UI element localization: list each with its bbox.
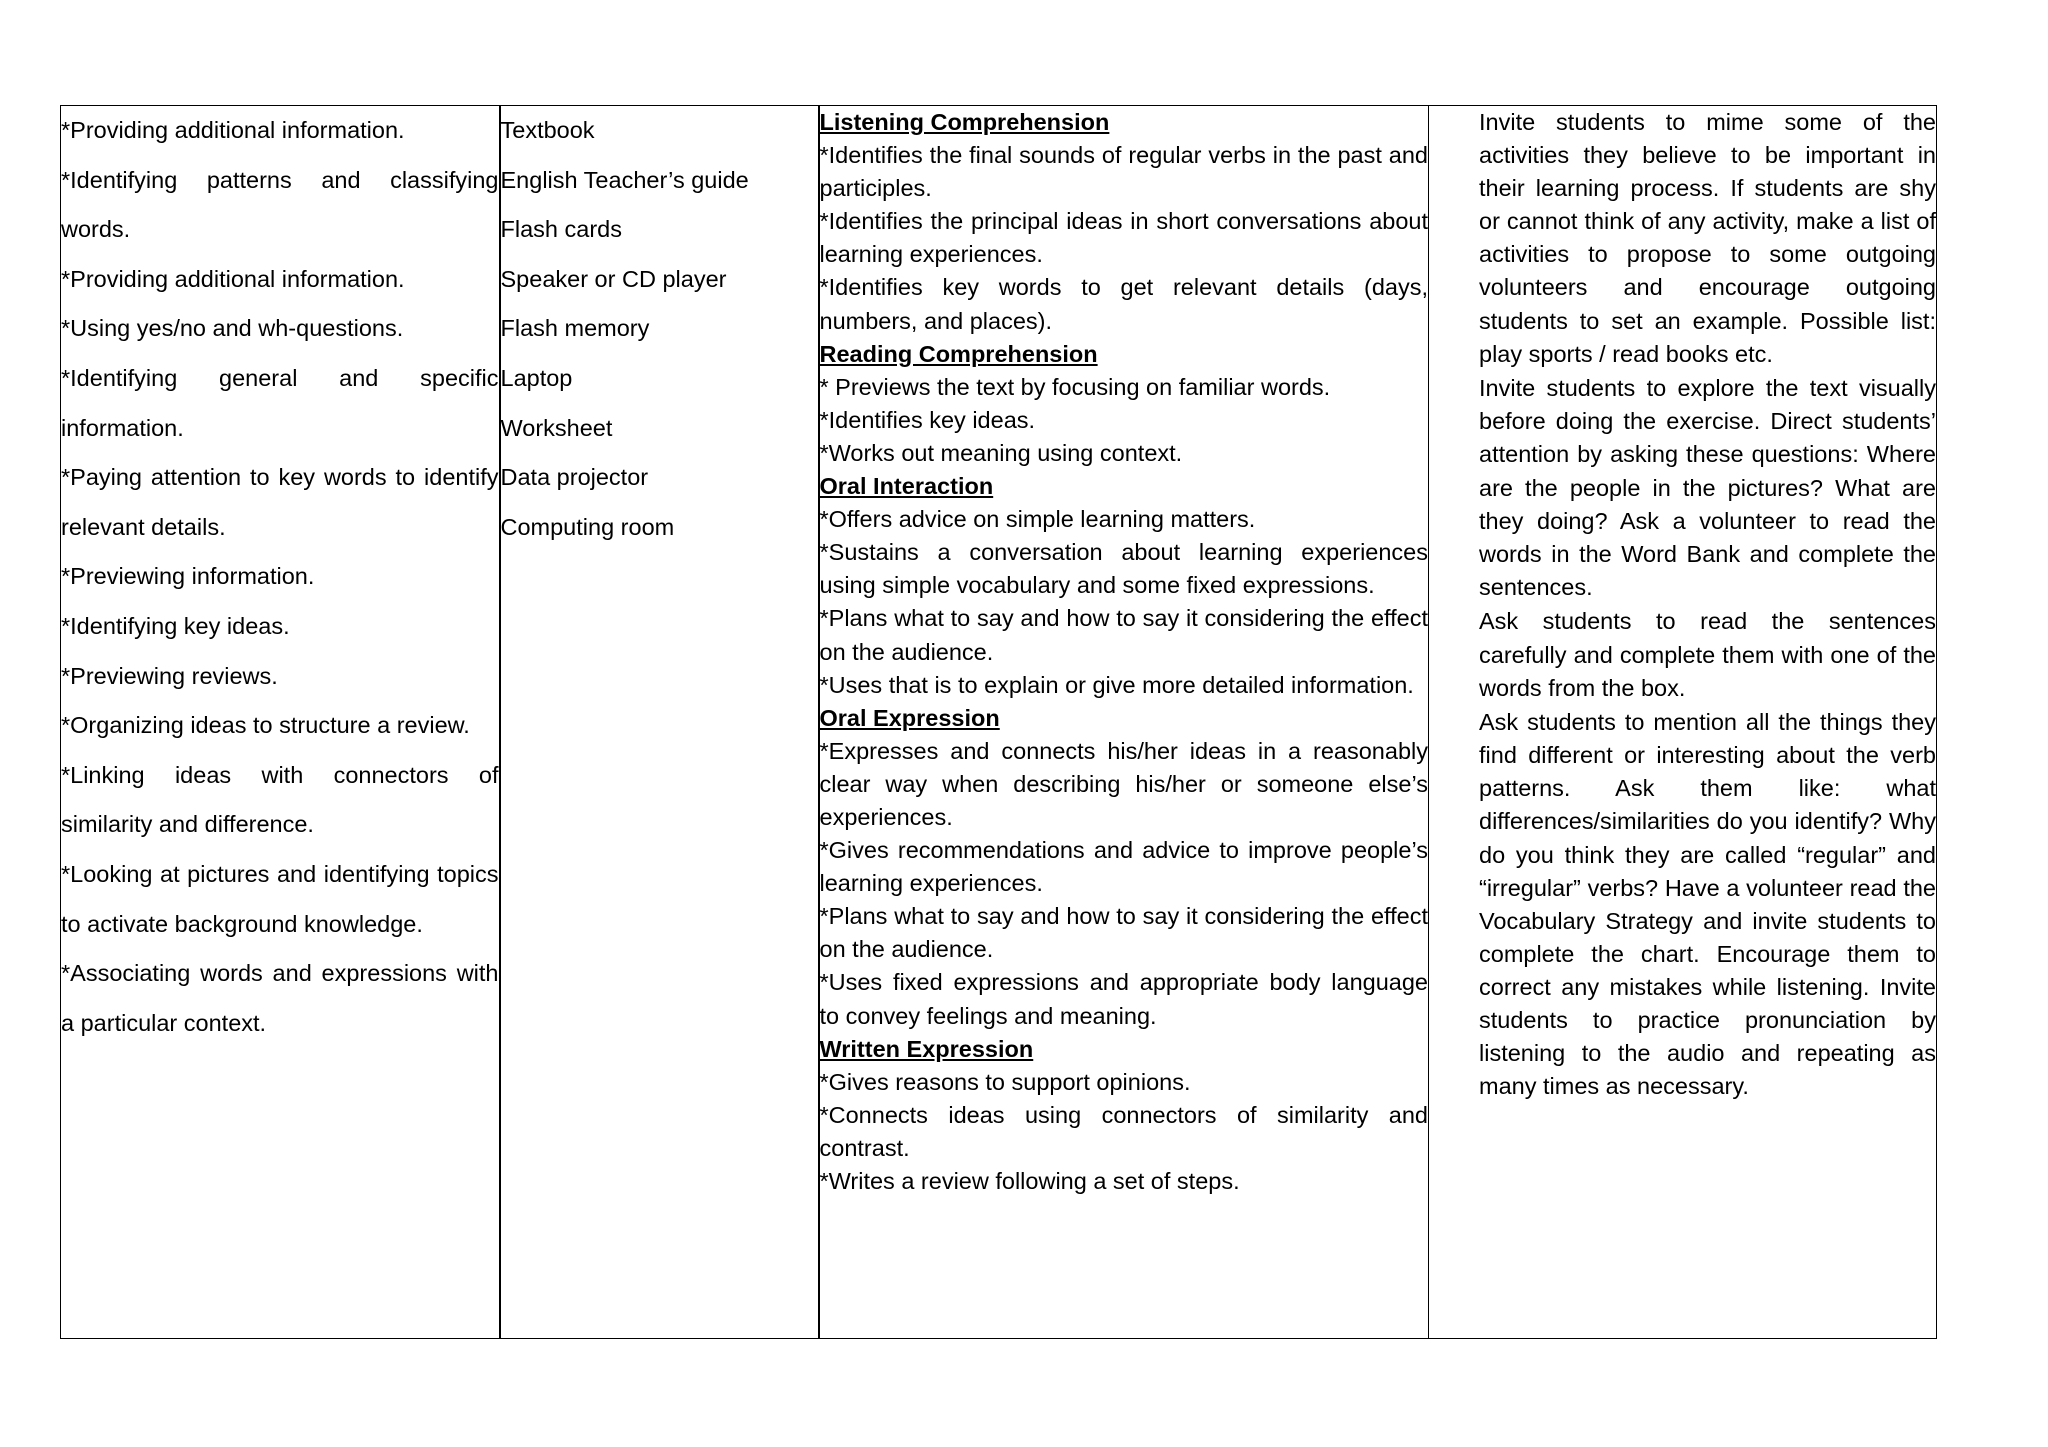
indicator-item: *Identifies the final sounds of regular verbs in the past and participles. bbox=[819, 142, 1428, 202]
strategy-item: *Providing additional information. bbox=[61, 265, 405, 292]
activity-item bbox=[1429, 605, 1936, 704]
activity-item bbox=[1429, 706, 1936, 1103]
activity-item bbox=[1429, 106, 1936, 371]
resource-item: Flash cards bbox=[500, 216, 622, 243]
activities-list bbox=[1429, 106, 1936, 1103]
indicator-item: *Uses that is to explain or give more detailed information. bbox=[819, 671, 1414, 698]
strategy-item: *Identifying general and specific information. bbox=[61, 364, 499, 441]
indicator-item: *Offers advice on simple learning matters. bbox=[819, 506, 1256, 533]
strategy-item: *Previewing information. bbox=[61, 563, 315, 590]
listening-heading: Listening Comprehension bbox=[819, 109, 1110, 135]
indicator-item: *Identifies key ideas. bbox=[819, 406, 1036, 433]
reading-heading: Reading Comprehension bbox=[819, 340, 1098, 367]
indicator-item: *Plans what to say and how to say it considering the effect on the audience. bbox=[819, 903, 1428, 963]
indicator-item: *Gives reasons to support opinions. bbox=[819, 1068, 1191, 1095]
strategy-item: *Associating words and expressions with a particular context. bbox=[61, 960, 499, 1036]
resource-item: English Teacher’s guide bbox=[500, 166, 749, 193]
activity-text: Invite students to mime some of the activities they believe to be important in their learning process. If students are shy or cannot think of any activity, make a list of activities to propose to some outgoing volunteers and encourage outgoing students to set an example. Possible list: play sports / read books etc. bbox=[1479, 109, 1936, 367]
resource-item: Worksheet bbox=[500, 414, 613, 441]
lesson-plan-table bbox=[60, 105, 1937, 1339]
resource-item: Laptop bbox=[500, 364, 573, 391]
oral-interaction-heading: Oral Interaction bbox=[819, 473, 994, 500]
indicator-item: *Plans what to say and how to say it considering the effect on the audience. bbox=[819, 605, 1428, 665]
indicator-item: * Previews the text by focusing on familiar words. bbox=[819, 373, 1331, 400]
activities-cell bbox=[1429, 106, 1937, 1339]
indicator-item: *Sustains a conversation about learning experiences using simple vocabulary and some fixed expressions. bbox=[819, 539, 1428, 599]
oral-expression-heading: Oral Expression bbox=[819, 704, 1000, 731]
indicator-item: *Connects ideas using connectors of similarity and contrast. bbox=[819, 1101, 1428, 1161]
strategy-item: *Providing additional information. bbox=[61, 117, 405, 143]
indicator-item: *Identifies key words to get relevant details (days, numbers, and places). bbox=[819, 274, 1428, 334]
written-expression-heading: Written Expression bbox=[819, 1035, 1034, 1062]
strategy-item: *Linking ideas with connectors of similarity and difference. bbox=[61, 761, 499, 838]
indicator-item: *Expresses and connects his/her ideas in a reasonably clear way when describing his/her or someone else’s experiences. bbox=[819, 737, 1428, 830]
indicator-item: *Gives recommendations and advice to improve people’s learning experiences. bbox=[819, 837, 1428, 897]
strategy-item: *Previewing reviews. bbox=[61, 662, 278, 689]
strategy-item: *Paying attention to key words to identify relevant details. bbox=[61, 464, 499, 540]
indicator-item: *Uses fixed expressions and appropriate body language to convey feelings and meaning. bbox=[819, 969, 1428, 1029]
activity-text: Ask students to mention all the things they find different or interesting about the verb patterns. Ask them like: what differences/similarities do you identify? Why do you think they are called “regular” and “irregular” verbs? Have a volunteer read the Vocabulary Strategy and invite students to complete the chart. Encourage them to correct any mistakes while listening. Invite students to practice pronunciation by listening to the audio and repeating as many times as necessary. bbox=[1479, 709, 1936, 1100]
strategy-item: *Using yes/no and wh-questions. bbox=[61, 315, 404, 342]
resource-item: Computing room bbox=[500, 513, 675, 540]
indicator-item: *Identifies the principal ideas in short conversations about learning experiences. bbox=[819, 208, 1428, 268]
table-row bbox=[61, 106, 1937, 1339]
strategies-cell bbox=[61, 106, 500, 1339]
strategy-item: *Looking at pictures and identifying topics to activate background knowledge. bbox=[61, 860, 499, 937]
resource-item: Data projector bbox=[500, 464, 649, 491]
strategy-item: *Identifying key ideas. bbox=[61, 612, 290, 639]
activity-item bbox=[1429, 372, 1936, 604]
strategy-item: *Identifying patterns and classifying words. bbox=[61, 166, 499, 243]
resource-item: Flash memory bbox=[500, 315, 650, 342]
indicator-item: *Works out meaning using context. bbox=[819, 439, 1183, 466]
indicators-cell bbox=[819, 106, 1429, 1339]
activity-text: Ask students to read the sentences carefully and complete them with one of the words from the box. bbox=[1479, 608, 1936, 701]
indicator-item: *Writes a review following a set of steps. bbox=[819, 1168, 1240, 1194]
resource-item: Speaker or CD player bbox=[500, 265, 727, 292]
strategy-item: *Organizing ideas to structure a review. bbox=[61, 712, 470, 739]
activity-text: Invite students to explore the text visually before doing the exercise. Direct students’ attention by asking these questions: Where are the people in the pictures? What are they doing? Ask a volunteer to read the words in the Word Bank and complete the sentences. bbox=[1479, 375, 1936, 600]
resource-item: Textbook bbox=[500, 117, 595, 143]
resources-cell bbox=[500, 106, 819, 1339]
